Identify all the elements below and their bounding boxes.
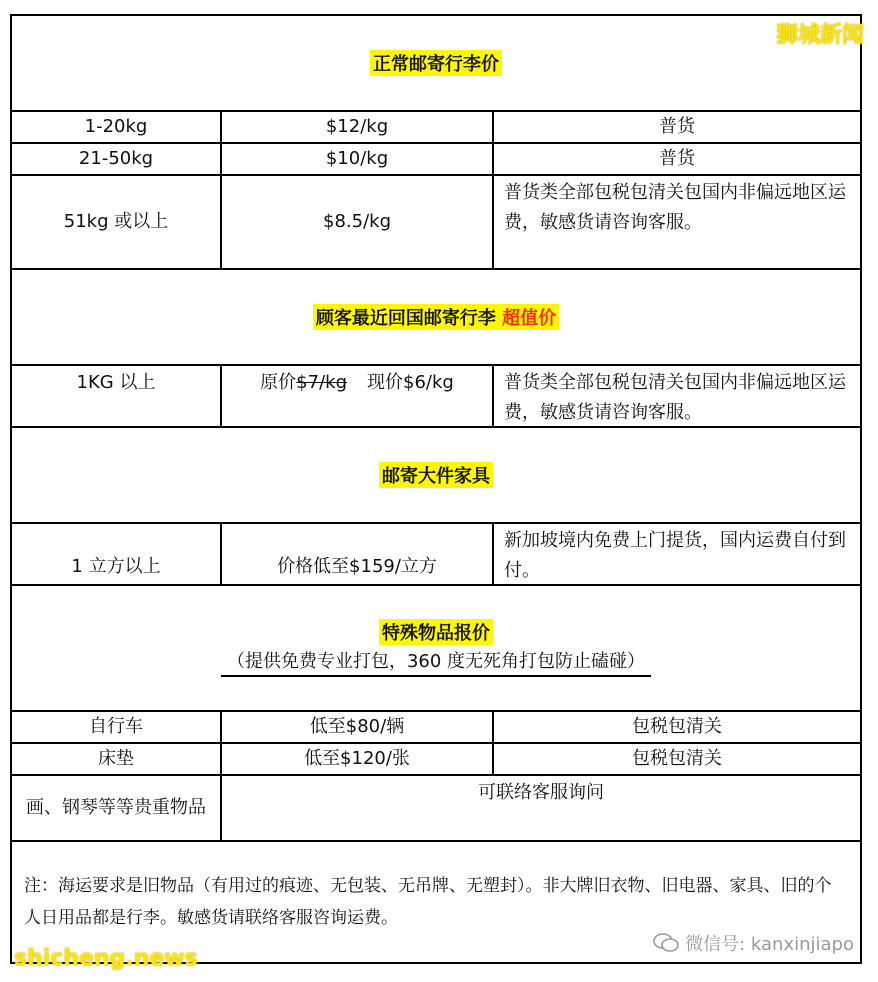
table-row [12, 744, 860, 776]
price-table [10, 14, 862, 964]
weight-cell: 1KG 以上 [12, 366, 222, 426]
orig-label: 原价 [260, 372, 297, 393]
section-promo-header [12, 270, 860, 366]
section-special-subtitle: （提供免费专业打包，360 度无死角打包防止磕碰） [221, 647, 651, 677]
brand-watermark: 狮城新闻 [775, 23, 864, 48]
orig-price: $7/kg [296, 372, 347, 393]
wechat-id: 微信号: kanxinjiapo [685, 934, 854, 955]
note-cell: 普货类全部包税包清关包国内非偏远地区运费，敏感货请咨询客服。 [504, 372, 846, 423]
price-cell: 低至$120/张 [222, 744, 494, 774]
section-promo-title [313, 304, 559, 330]
now-price: 现价$6/kg [367, 372, 454, 393]
item-cell: 画、钢琴等等贵重物品 [12, 776, 222, 840]
promo-title-text: 顾客最近回国邮寄行李 [315, 308, 496, 329]
table-row [12, 524, 860, 586]
weight-cell: 51kg 或以上 [12, 176, 222, 268]
note-cell: 普货 [659, 116, 695, 137]
section-special-title: 特殊物品报价 [379, 619, 493, 645]
footnote-text: 注：海运要求是旧物品（有用过的痕迹、无包装、无吊牌、无塑封）。非大牌旧衣物、旧电器、家具、旧的个人日用品都是行李。敏感货请联络客服咨询运费。 [24, 876, 832, 928]
section-special-header [12, 586, 860, 712]
table-row [12, 144, 860, 176]
price-cell: $12/kg [222, 112, 494, 142]
section-normal-header [12, 16, 860, 112]
price-cell: $8.5/kg [222, 176, 494, 268]
weight-cell: 1-20kg [12, 112, 222, 142]
table-row [12, 112, 860, 144]
item-cell: 自行车 [12, 712, 222, 742]
price-cell: 低至$80/辆 [222, 712, 494, 742]
note-cell: 普货 [659, 148, 695, 169]
volume-cell: 1 立方以上 [12, 524, 222, 584]
price-cell: 价格低至$159/立方 [222, 524, 494, 584]
price-cell: $10/kg [222, 144, 494, 174]
wechat-icon [653, 933, 679, 953]
promo-badge: 超值价 [502, 308, 557, 329]
note-cell: 可联络客服询问 [478, 782, 604, 803]
site-watermark: shicheng.news [14, 946, 198, 971]
item-cell: 床垫 [12, 744, 222, 774]
note-cell: 包税包清关 [632, 748, 722, 769]
note-cell: 普货类全部包税包清关包国内非偏远地区运费，敏感货请咨询客服。 [504, 182, 846, 233]
section-normal-title: 正常邮寄行李价 [370, 50, 502, 76]
section-furniture-header [12, 428, 860, 524]
weight-cell: 21-50kg [12, 144, 222, 174]
note-cell: 包税包清关 [632, 716, 722, 737]
section-furniture-title: 邮寄大件家具 [379, 462, 493, 488]
note-cell: 新加坡境内免费上门提货，国内运费自付到付。 [504, 530, 846, 581]
table-row [12, 366, 860, 428]
table-row [12, 776, 860, 842]
table-row [12, 712, 860, 744]
table-row [12, 176, 860, 270]
price-cell [222, 366, 494, 426]
wechat-watermark [653, 930, 854, 956]
